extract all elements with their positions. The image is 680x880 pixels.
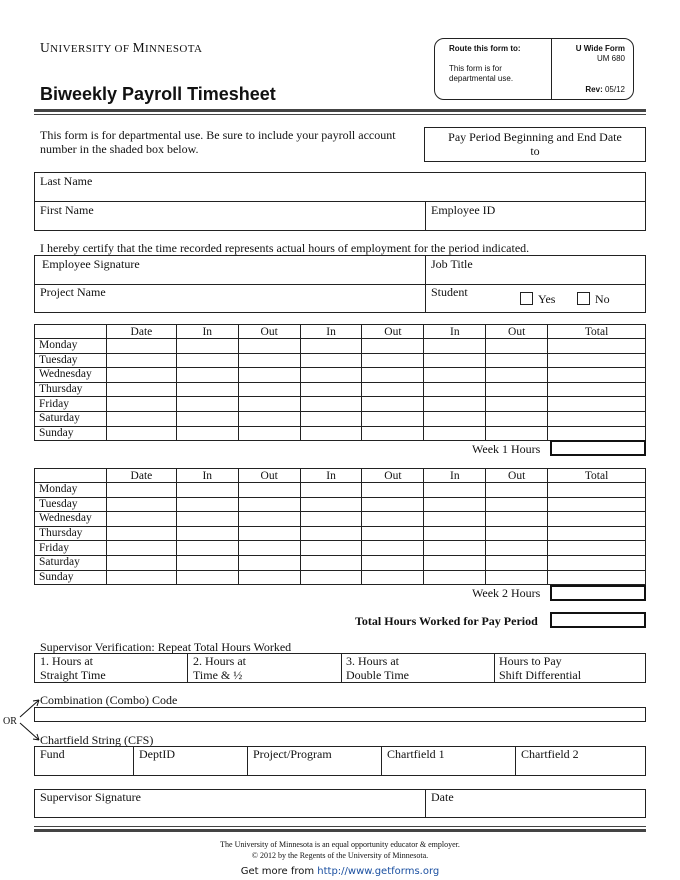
time-cell[interactable] bbox=[424, 541, 486, 556]
time-cell[interactable] bbox=[362, 526, 424, 541]
time-cell[interactable] bbox=[176, 512, 238, 527]
time-cell[interactable] bbox=[486, 570, 548, 585]
time-cell[interactable] bbox=[424, 512, 486, 527]
time-cell[interactable] bbox=[424, 411, 486, 426]
day-label: Wednesday bbox=[35, 512, 107, 527]
time-cell[interactable] bbox=[300, 411, 362, 426]
time-cell[interactable] bbox=[486, 483, 548, 498]
double-time-field[interactable]: 3. Hours at Double Time bbox=[346, 654, 410, 682]
time-cell[interactable] bbox=[486, 397, 548, 412]
day-label: Wednesday bbox=[35, 368, 107, 383]
time-cell[interactable] bbox=[176, 426, 238, 441]
pay-period-field[interactable] bbox=[424, 127, 646, 162]
time-cell[interactable] bbox=[106, 555, 176, 570]
date-field[interactable]: Date bbox=[431, 790, 454, 804]
time-cell[interactable] bbox=[176, 483, 238, 498]
week2-hours-label: Week 2 Hours bbox=[472, 586, 541, 600]
time-cell[interactable] bbox=[106, 526, 176, 541]
week1-table bbox=[34, 324, 646, 441]
time-cell[interactable] bbox=[548, 339, 646, 354]
day-label: Saturday bbox=[35, 411, 107, 426]
last-name-field[interactable]: Last Name bbox=[40, 174, 93, 188]
table-row bbox=[35, 426, 646, 441]
table-row bbox=[35, 483, 646, 498]
name-block bbox=[34, 172, 646, 231]
time-cell[interactable] bbox=[238, 397, 300, 412]
header-cell: Out bbox=[486, 469, 548, 483]
time-cell[interactable] bbox=[238, 512, 300, 527]
table-row bbox=[35, 382, 646, 397]
time-cell[interactable] bbox=[176, 411, 238, 426]
time-cell[interactable] bbox=[362, 570, 424, 585]
time-cell[interactable] bbox=[548, 497, 646, 512]
day-label: Sunday bbox=[35, 426, 107, 441]
employee-id-field[interactable]: Employee ID bbox=[431, 203, 496, 217]
time-cell[interactable] bbox=[238, 526, 300, 541]
header-cell bbox=[35, 469, 107, 483]
time-cell[interactable] bbox=[106, 339, 176, 354]
fund-field[interactable]: Fund bbox=[40, 747, 65, 761]
footer-text: The University of Minnesota is an equal opportunity educator & employer. © 2012 by the Regents of the University of Minnesota. bbox=[220, 840, 460, 860]
week2-table bbox=[34, 468, 646, 585]
revision: Rev: 05/12 bbox=[585, 85, 625, 94]
time-half-field[interactable]: 2. Hours at Time & ½ bbox=[193, 654, 246, 682]
straight-time-field[interactable]: 1. Hours at Straight Time bbox=[40, 654, 106, 682]
time-cell[interactable] bbox=[362, 512, 424, 527]
time-cell[interactable] bbox=[300, 397, 362, 412]
header-cell: Out bbox=[362, 469, 424, 483]
header-cell: Out bbox=[362, 325, 424, 339]
time-cell[interactable] bbox=[238, 382, 300, 397]
time-cell[interactable] bbox=[238, 570, 300, 585]
time-cell[interactable] bbox=[300, 426, 362, 441]
header-cell: Out bbox=[238, 325, 300, 339]
week1-hours-field[interactable] bbox=[550, 440, 646, 456]
time-cell[interactable] bbox=[176, 555, 238, 570]
time-cell[interactable] bbox=[486, 512, 548, 527]
time-cell[interactable] bbox=[238, 339, 300, 354]
time-cell[interactable] bbox=[176, 353, 238, 368]
header-cell: Total bbox=[548, 469, 646, 483]
table-row bbox=[35, 541, 646, 556]
time-cell[interactable] bbox=[300, 382, 362, 397]
time-cell[interactable] bbox=[300, 339, 362, 354]
time-cell[interactable] bbox=[486, 497, 548, 512]
time-cell[interactable] bbox=[176, 382, 238, 397]
time-cell[interactable] bbox=[548, 512, 646, 527]
footer-rule-thin bbox=[34, 826, 646, 827]
time-cell[interactable] bbox=[424, 368, 486, 383]
time-cell[interactable] bbox=[548, 382, 646, 397]
header-cell: Out bbox=[238, 469, 300, 483]
pay-period-to: to bbox=[530, 144, 540, 158]
table-row bbox=[35, 555, 646, 570]
form-type: U Wide Form bbox=[575, 44, 625, 53]
day-label: Thursday bbox=[35, 382, 107, 397]
or-label: OR bbox=[3, 716, 17, 727]
table-row bbox=[35, 397, 646, 412]
table-row bbox=[35, 339, 646, 354]
deptid-field[interactable]: DeptID bbox=[139, 747, 175, 761]
header-cell: In bbox=[424, 325, 486, 339]
chartfield-label: Chartfield String (CFS) bbox=[40, 733, 154, 747]
time-cell[interactable] bbox=[486, 426, 548, 441]
time-cell[interactable] bbox=[486, 353, 548, 368]
time-cell[interactable] bbox=[106, 397, 176, 412]
supervisor-signature-block bbox=[34, 789, 646, 818]
time-cell[interactable] bbox=[548, 526, 646, 541]
day-label: Friday bbox=[35, 397, 107, 412]
time-cell[interactable] bbox=[548, 368, 646, 383]
time-cell[interactable] bbox=[300, 483, 362, 498]
time-cell[interactable] bbox=[106, 353, 176, 368]
time-cell[interactable] bbox=[176, 541, 238, 556]
day-label: Monday bbox=[35, 483, 107, 498]
time-cell[interactable] bbox=[362, 382, 424, 397]
time-cell[interactable] bbox=[300, 497, 362, 512]
job-title-field[interactable]: Job Title bbox=[431, 257, 473, 271]
time-cell[interactable] bbox=[176, 497, 238, 512]
time-cell[interactable] bbox=[238, 426, 300, 441]
time-cell[interactable] bbox=[362, 555, 424, 570]
project-name-field[interactable]: Project Name bbox=[40, 285, 106, 299]
certify-text: I hereby certify that the time recorded represents actual hours of employment for the period indicated. bbox=[40, 241, 530, 255]
time-cell[interactable] bbox=[176, 526, 238, 541]
table-row bbox=[35, 353, 646, 368]
chartfield2-field[interactable]: Chartfield 2 bbox=[521, 747, 579, 761]
header-cell: In bbox=[176, 469, 238, 483]
time-cell[interactable] bbox=[424, 570, 486, 585]
table-row bbox=[35, 526, 646, 541]
employee-signature-field[interactable]: Employee Signature bbox=[42, 257, 140, 271]
time-cell[interactable] bbox=[238, 411, 300, 426]
time-cell[interactable] bbox=[486, 339, 548, 354]
time-cell[interactable] bbox=[486, 541, 548, 556]
header-cell: In bbox=[300, 325, 362, 339]
week2-hours-field[interactable] bbox=[550, 585, 646, 601]
chartfield-block bbox=[34, 746, 646, 776]
student-yes[interactable]: Yes bbox=[520, 292, 555, 307]
yes-checkbox[interactable] bbox=[520, 292, 533, 305]
footer-rule bbox=[34, 829, 646, 832]
day-label: Sunday bbox=[35, 570, 107, 585]
time-cell[interactable] bbox=[176, 570, 238, 585]
time-cell[interactable] bbox=[548, 570, 646, 585]
route-box bbox=[434, 38, 634, 100]
header-rule-thin bbox=[34, 114, 646, 115]
time-cell[interactable] bbox=[362, 397, 424, 412]
table-row bbox=[35, 368, 646, 383]
time-cell[interactable] bbox=[486, 382, 548, 397]
time-cell[interactable] bbox=[238, 541, 300, 556]
student-no[interactable]: No bbox=[577, 292, 610, 307]
time-cell[interactable] bbox=[548, 555, 646, 570]
time-cell[interactable] bbox=[486, 368, 548, 383]
time-cell[interactable] bbox=[424, 339, 486, 354]
time-cell[interactable] bbox=[106, 368, 176, 383]
route-note: This form is for departmental use. bbox=[449, 64, 514, 83]
time-cell[interactable] bbox=[362, 426, 424, 441]
form-number: UM 680 bbox=[596, 54, 625, 63]
time-cell[interactable] bbox=[424, 483, 486, 498]
time-cell[interactable] bbox=[176, 339, 238, 354]
time-cell[interactable] bbox=[300, 541, 362, 556]
time-cell[interactable] bbox=[238, 368, 300, 383]
header-cell: In bbox=[300, 469, 362, 483]
time-cell[interactable] bbox=[362, 497, 424, 512]
time-cell[interactable] bbox=[362, 368, 424, 383]
combo-code-field[interactable] bbox=[34, 707, 646, 722]
time-cell[interactable] bbox=[548, 541, 646, 556]
time-cell[interactable] bbox=[362, 353, 424, 368]
time-cell[interactable] bbox=[106, 411, 176, 426]
time-cell[interactable] bbox=[548, 353, 646, 368]
combo-code-label: Combination (Combo) Code bbox=[40, 693, 178, 707]
university-logo: UNIVERSITY OF MINNESOTA bbox=[40, 40, 203, 55]
time-cell[interactable] bbox=[106, 382, 176, 397]
day-label: Monday bbox=[35, 339, 107, 354]
student-label: Student bbox=[431, 285, 468, 299]
intro-text: This form is for departmental use. Be sure to include your payroll account number in the shaded box below. bbox=[40, 128, 396, 156]
signature-block bbox=[34, 255, 646, 313]
time-cell[interactable] bbox=[362, 541, 424, 556]
table-row bbox=[35, 497, 646, 512]
time-cell[interactable] bbox=[362, 339, 424, 354]
time-cell[interactable] bbox=[548, 411, 646, 426]
time-cell[interactable] bbox=[548, 397, 646, 412]
time-cell[interactable] bbox=[362, 411, 424, 426]
table-row bbox=[35, 570, 646, 585]
time-cell[interactable] bbox=[548, 483, 646, 498]
time-cell[interactable] bbox=[424, 526, 486, 541]
page-title: Biweekly Payroll Timesheet bbox=[40, 84, 276, 104]
time-cell[interactable] bbox=[106, 512, 176, 527]
total-hours-field[interactable] bbox=[550, 612, 646, 628]
header-cell: Date bbox=[106, 469, 176, 483]
time-cell[interactable] bbox=[176, 368, 238, 383]
time-cell[interactable] bbox=[300, 353, 362, 368]
time-cell[interactable] bbox=[238, 555, 300, 570]
time-cell[interactable] bbox=[106, 497, 176, 512]
shift-differential-field[interactable]: Hours to Pay Shift Differential bbox=[499, 654, 582, 682]
supervisor-verification-heading: Supervisor Verification: Repeat Total Hours Worked bbox=[40, 640, 292, 654]
time-cell[interactable] bbox=[106, 426, 176, 441]
time-cell[interactable] bbox=[300, 512, 362, 527]
header-cell: Out bbox=[486, 325, 548, 339]
getforms-link[interactable]: http://www.getforms.org bbox=[317, 866, 440, 877]
time-cell[interactable] bbox=[238, 497, 300, 512]
time-cell[interactable] bbox=[300, 570, 362, 585]
day-label: Tuesday bbox=[35, 497, 107, 512]
time-cell[interactable] bbox=[362, 483, 424, 498]
pay-period-label: Pay Period Beginning and End Date bbox=[448, 130, 622, 144]
table-row bbox=[35, 512, 646, 527]
get-more-link[interactable]: Get more from http://www.getforms.org bbox=[240, 866, 440, 877]
time-cell[interactable] bbox=[548, 426, 646, 441]
time-cell[interactable] bbox=[424, 555, 486, 570]
supervisor-signature-field[interactable]: Supervisor Signature bbox=[40, 790, 141, 804]
supervisor-verification-block bbox=[34, 653, 646, 683]
time-cell[interactable] bbox=[106, 483, 176, 498]
time-cell[interactable] bbox=[424, 397, 486, 412]
time-cell[interactable] bbox=[106, 570, 176, 585]
time-cell[interactable] bbox=[300, 526, 362, 541]
header-cell: In bbox=[176, 325, 238, 339]
time-cell[interactable] bbox=[486, 555, 548, 570]
time-cell[interactable] bbox=[300, 555, 362, 570]
day-label: Tuesday bbox=[35, 353, 107, 368]
time-cell[interactable] bbox=[424, 382, 486, 397]
time-cell[interactable] bbox=[106, 541, 176, 556]
chartfield1-field[interactable]: Chartfield 1 bbox=[387, 747, 445, 761]
header-cell: In bbox=[424, 469, 486, 483]
time-cell[interactable] bbox=[486, 526, 548, 541]
day-label: Saturday bbox=[35, 555, 107, 570]
time-cell[interactable] bbox=[238, 483, 300, 498]
time-cell[interactable] bbox=[424, 426, 486, 441]
day-label: Friday bbox=[35, 541, 107, 556]
header-cell: Date bbox=[106, 325, 176, 339]
project-program-field[interactable]: Project/Program bbox=[253, 747, 332, 761]
total-hours-label: Total Hours Worked for Pay Period bbox=[355, 614, 538, 628]
time-cell[interactable] bbox=[486, 411, 548, 426]
table-row bbox=[35, 411, 646, 426]
header-rule bbox=[34, 109, 646, 112]
time-cell[interactable] bbox=[424, 497, 486, 512]
header-cell: Total bbox=[548, 325, 646, 339]
time-cell[interactable] bbox=[424, 353, 486, 368]
header-cell bbox=[35, 325, 107, 339]
week1-hours-label: Week 1 Hours bbox=[472, 442, 541, 456]
time-cell[interactable] bbox=[300, 368, 362, 383]
time-cell[interactable] bbox=[238, 353, 300, 368]
day-label: Thursday bbox=[35, 526, 107, 541]
time-cell[interactable] bbox=[176, 397, 238, 412]
first-name-field[interactable]: First Name bbox=[40, 203, 94, 217]
route-label: Route this form to: bbox=[449, 44, 521, 53]
no-checkbox[interactable] bbox=[577, 292, 590, 305]
